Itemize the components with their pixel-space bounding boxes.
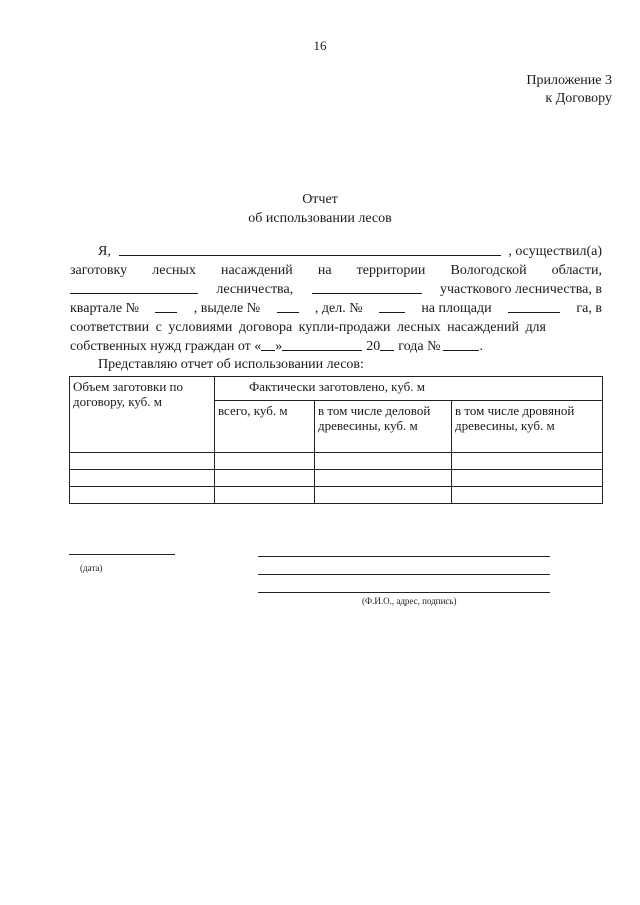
col-commercial: в том числе деловой древесины, куб. м bbox=[315, 401, 452, 453]
number-label: года № bbox=[398, 339, 441, 354]
body-line-1 bbox=[70, 242, 602, 261]
name-blank bbox=[119, 242, 501, 256]
body-line-7 bbox=[70, 355, 602, 374]
body-line-2 bbox=[70, 261, 602, 280]
col-contract-volume: Объем заготовки по договору, куб. м bbox=[70, 377, 215, 453]
report-table bbox=[69, 376, 603, 504]
forestry-label: лесничества, bbox=[216, 282, 294, 297]
year-blank bbox=[380, 337, 394, 351]
table-row bbox=[70, 470, 603, 487]
appendix-line-2: к Договору bbox=[545, 91, 612, 106]
body-line-4 bbox=[70, 299, 602, 318]
quarter-label: квартале № bbox=[70, 301, 139, 316]
district-label: участкового лесничества, в bbox=[439, 282, 602, 297]
hectare-label: га, в bbox=[576, 301, 602, 316]
area-blank bbox=[508, 299, 560, 313]
body-line-6 bbox=[70, 337, 602, 356]
quote-close: » bbox=[275, 339, 283, 354]
page-number: 16 bbox=[313, 38, 327, 53]
table-row bbox=[70, 487, 603, 504]
body-line-5: соответствии с условиями договора купли-продажи лесных насаждений для bbox=[70, 320, 546, 335]
number-blank bbox=[443, 337, 479, 351]
month-blank bbox=[282, 337, 362, 351]
col-total: всего, куб. м bbox=[215, 401, 315, 453]
signature-label: (Ф.И.О., адрес, подпись) bbox=[362, 596, 457, 606]
district-blank bbox=[312, 280, 422, 294]
pronoun: Я, bbox=[98, 244, 111, 259]
section-label: , выделе № bbox=[193, 301, 261, 316]
contract-from-label: собственных нужд граждан от « bbox=[70, 339, 262, 354]
date-label: (дата) bbox=[80, 563, 103, 573]
appendix-line-1: Приложение 3 bbox=[526, 73, 612, 88]
word: лесных bbox=[152, 263, 196, 278]
signature-line-2 bbox=[258, 574, 550, 575]
col-group-harvested: Фактически заготовлено, куб. м bbox=[215, 377, 603, 401]
col-firewood: в том числе дровяной древесины, куб. м bbox=[452, 401, 603, 453]
word: заготовку bbox=[70, 263, 128, 278]
word: Вологодской bbox=[450, 263, 527, 278]
table-row bbox=[70, 453, 603, 470]
plot-blank bbox=[379, 299, 405, 313]
signature-line-1 bbox=[258, 556, 550, 557]
document-title bbox=[0, 190, 640, 228]
year-prefix: 20 bbox=[366, 339, 381, 354]
day-blank bbox=[261, 337, 275, 351]
report-intro: Представляю отчет об использовании лесов: bbox=[98, 357, 364, 372]
word: области, bbox=[551, 263, 602, 278]
area-label: на площади bbox=[421, 301, 492, 316]
title-line-2: об использовании лесов bbox=[248, 211, 392, 226]
word: территории bbox=[356, 263, 426, 278]
period: . bbox=[479, 339, 483, 354]
word: на bbox=[317, 263, 332, 278]
body-line-3 bbox=[70, 280, 602, 299]
section-blank bbox=[277, 299, 299, 313]
forestry-blank bbox=[70, 280, 198, 294]
quarter-blank bbox=[155, 299, 177, 313]
signature-line-3 bbox=[258, 592, 550, 593]
date-line bbox=[69, 554, 175, 555]
title-line-1: Отчет bbox=[302, 192, 338, 207]
table-header-row bbox=[70, 377, 603, 401]
word: насаждений bbox=[220, 263, 293, 278]
plot-label: , дел. № bbox=[314, 301, 363, 316]
appendix-header bbox=[526, 72, 612, 108]
executed-text: , осуществил(а) bbox=[508, 244, 602, 259]
